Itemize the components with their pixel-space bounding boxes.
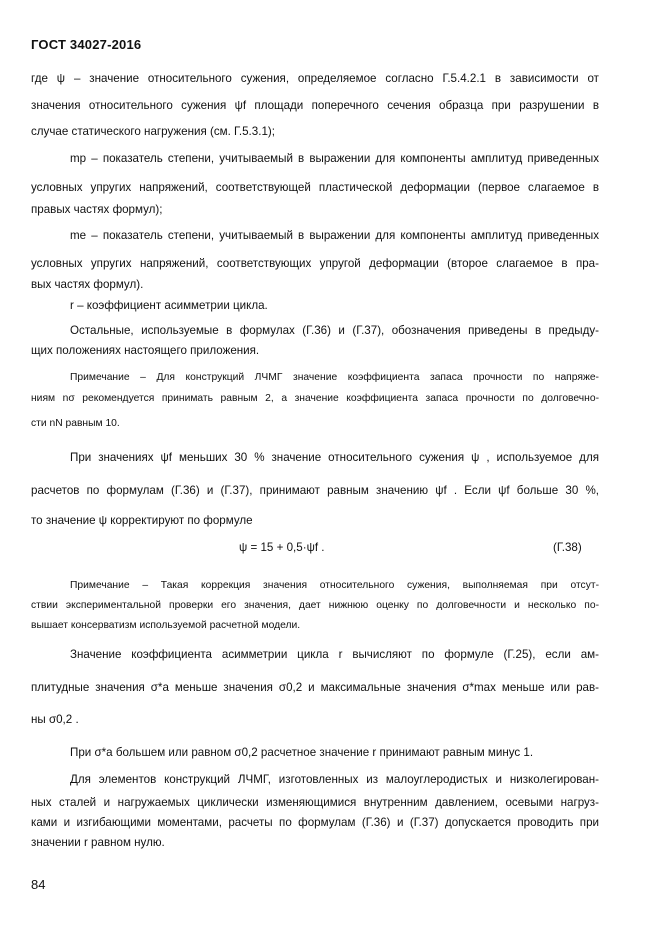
text-line: то значение ψ корректируют по формуле	[31, 514, 253, 527]
text-line: Для элементов конструкций ЛЧМГ, изготовленных из малоуглеродистых и низколегирован-	[70, 773, 599, 786]
text-line: расчетов по формулам (Г.36) и (Г.37), принимают равным значению ψf . Если ψf больше 30 %,	[31, 484, 599, 497]
document-header: ГОСТ 34027-2016	[31, 37, 142, 52]
text-line: Значение коэффициента асимметрии цикла r вычисляют по формуле (Г.25), если ам-	[70, 648, 599, 661]
text-line: плитудные значения σ*a меньше значения σ0,2 и максимальные значения σ*max меньше или рав-	[31, 681, 599, 694]
text-line: me – показатель степени, учитываемый в выражении для компоненты амплитуд приведенных	[70, 229, 599, 242]
text-line: При σ*a большем или равном σ0,2 расчетное значение r принимают равным минус 1.	[70, 746, 534, 759]
note-line: сти nN равным 10.	[31, 418, 120, 429]
text-line: где ψ – значение относительного сужения, определяемое согласно Г.5.4.2.1 в зависимости от	[31, 72, 599, 85]
text-line: значения относительного сужения ψf площади поперечного сечения образца при разрушении в	[31, 99, 599, 112]
text-line: Остальные, используемые в формулах (Г.36) и (Г.37), обозначения приведены в предыду-	[70, 324, 599, 337]
text-line: mp – показатель степени, учитываемый в выражении для компоненты амплитуд приведенных	[70, 152, 599, 165]
formula-number: (Г.38)	[553, 541, 582, 554]
text-line: щих положениях настоящего приложения.	[31, 344, 260, 357]
note-line: Примечание – Для конструкций ЛЧМГ значение коэффициента запаса прочности по напряже-	[70, 372, 599, 383]
text-line: значении r равном нулю.	[31, 836, 165, 849]
text-line: вых частях формул).	[31, 278, 144, 291]
text-line: ных сталей и нагружаемых циклически изменяющимися внутренним давлением, осевыми нагруз-	[31, 796, 599, 809]
text-line: ны σ0,2 .	[31, 713, 79, 726]
formula: ψ = 15 + 0,5·ψf .	[239, 541, 325, 554]
text-line: При значениях ψf меньших 30 % значение относительного сужения ψ , используемое для	[70, 451, 599, 464]
text-line: условных упругих напряжений, соответствующей пластической деформации (первое слагаемое в	[31, 181, 599, 194]
text-line: условных упругих напряжений, соответствующих упругой деформации (второе слагаемое в пра-	[31, 257, 599, 270]
text-line: r – коэффициент асимметрии цикла.	[70, 299, 268, 312]
text-line: правых частях формул);	[31, 203, 163, 216]
note-line: ствии экспериментальной проверки его значения, дает нижнюю оценку по долговечности и несколько по-	[31, 600, 599, 611]
text-line: ками и изгибающими моментами, расчеты по формулам (Г.36) и (Г.37) допускается проводить при	[31, 816, 599, 829]
note-line: Примечание – Такая коррекция значения относительного сужения, выполняемая при отсут-	[70, 580, 599, 591]
note-line: вышает консерватизм используемой расчетной модели.	[31, 620, 301, 631]
text-line: случае статического нагружения (см. Г.5.3.1);	[31, 125, 275, 138]
note-line: ниям nσ рекомендуется принимать равным 2, а значение коэффициента запаса прочности по долговечно-	[31, 393, 599, 404]
page-number: 84	[31, 877, 46, 892]
